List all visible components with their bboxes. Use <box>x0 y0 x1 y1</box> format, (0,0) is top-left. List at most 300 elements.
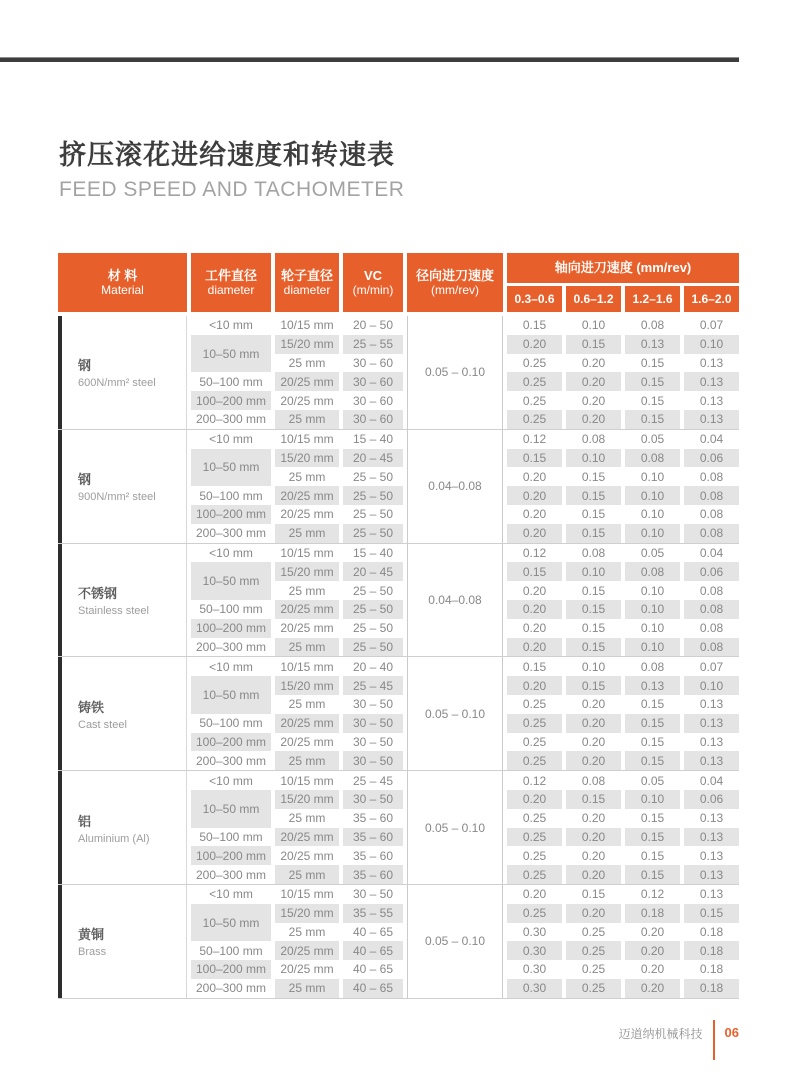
axial-feed-cell: 0.12 <box>522 773 547 788</box>
roller-diameter-cell: 15/20 mm <box>275 676 339 695</box>
axial-feed-cell: 0.08 <box>625 449 680 468</box>
header-material-en: Material <box>101 283 144 298</box>
material-name-en: Stainless steel <box>78 604 149 617</box>
axial-feed-cell: 0.20 <box>640 924 665 939</box>
axial-feed-cell: 0.25 <box>507 865 562 884</box>
workpiece-diameter-cell: <10 mm <box>209 659 253 674</box>
vc-cell: 40 – 65 <box>352 924 394 939</box>
roller-diameter-cell: 15/20 mm <box>275 449 339 468</box>
axial-feed-cell: 0.07 <box>699 659 724 674</box>
workpiece-diameter-cell: 10–50 mm <box>191 790 271 828</box>
header-cell-axial-feed: 轴向进刀速度 (mm/rev) <box>507 253 739 283</box>
axial-feed-cell: 0.06 <box>684 562 739 581</box>
workpiece-diameter-cell: 200–300 mm <box>195 639 267 654</box>
axial-feed-cell: 0.15 <box>522 659 547 674</box>
roller-diameter-cell: 10/15 mm <box>280 887 334 902</box>
roller-diameter-cell: 25 mm <box>275 524 339 543</box>
workpiece-diameter-cell: 10–50 mm <box>191 676 271 714</box>
axial-feed-cell: 0.08 <box>699 621 724 636</box>
workpiece-diameter-cell: 50–100 mm <box>199 943 263 958</box>
roller-diameter-cell: 20/25 mm <box>280 734 334 749</box>
vc-cell: 40 – 65 <box>352 962 394 977</box>
axial-feed-cell: 0.25 <box>507 828 562 847</box>
axial-feed-cell: 0.18 <box>625 904 680 923</box>
material-cell <box>58 657 187 770</box>
vc-cell: 25 – 45 <box>343 676 403 695</box>
axial-feed-cell: 0.12 <box>522 432 547 447</box>
axial-feed-cell: 0.20 <box>522 583 547 598</box>
header-roller-zh: 轮子直径 <box>280 267 333 283</box>
axial-feed-cell: 0.25 <box>522 811 547 826</box>
axial-feed-cell: 0.08 <box>640 659 665 674</box>
axial-feed-cell: 0.15 <box>581 507 606 522</box>
axial-feed-cell: 0.25 <box>581 924 606 939</box>
axial-feed-cell: 0.15 <box>640 355 665 370</box>
roller-diameter-cell: 25 mm <box>275 979 339 998</box>
material-group <box>58 771 739 884</box>
material-group <box>58 544 739 657</box>
axial-feed-cell: 0.13 <box>684 372 739 391</box>
workpiece-diameter-cell: 50–100 mm <box>199 602 263 617</box>
roller-diameter-cell: 10/15 mm <box>280 545 334 560</box>
axial-feed-cell: 0.25 <box>507 751 562 770</box>
axial-feed-cell: 0.08 <box>640 318 665 333</box>
vc-cell: 35 – 60 <box>343 828 403 847</box>
roller-diameter-cell: 20/25 mm <box>275 372 339 391</box>
axial-feed-cell: 0.13 <box>699 848 724 863</box>
axial-feed-cell: 0.20 <box>566 714 621 733</box>
vc-cell: 30 – 50 <box>343 714 403 733</box>
axial-feed-cell: 0.08 <box>699 507 724 522</box>
axial-feed-cell: 0.20 <box>507 790 562 809</box>
roller-diameter-cell: 25 mm <box>275 410 339 429</box>
vc-cell: 40 – 65 <box>343 979 403 998</box>
axial-feed-cell: 0.15 <box>581 621 606 636</box>
radial-feed-cell: 0.05 – 0.10 <box>407 657 503 770</box>
axial-feed-cell: 0.04 <box>699 773 724 788</box>
workpiece-diameter-cell: 100–200 mm <box>191 960 271 979</box>
roller-diameter-cell: 10/15 mm <box>280 432 334 447</box>
header-axial-range-1: 0.3–0.6 <box>507 286 562 312</box>
roller-diameter-cell: 15/20 mm <box>275 904 339 923</box>
vc-cell: 25 – 45 <box>352 773 394 788</box>
axial-feed-cell: 0.04 <box>699 545 724 560</box>
roller-diameter-cell: 20/25 mm <box>275 714 339 733</box>
axial-feed-cell: 0.20 <box>507 486 562 505</box>
axial-feed-cell: 0.15 <box>507 562 562 581</box>
table-header <box>58 253 739 312</box>
vc-cell: 25 – 55 <box>343 335 403 354</box>
material-group <box>58 657 739 770</box>
axial-feed-cell: 0.25 <box>522 734 547 749</box>
workpiece-diameter-cell: 10–50 mm <box>191 562 271 600</box>
axial-feed-cell: 0.20 <box>566 904 621 923</box>
axial-feed-cell: 0.05 <box>640 432 665 447</box>
axial-feed-cell: 0.08 <box>581 432 606 447</box>
axial-feed-cell: 0.18 <box>684 941 739 960</box>
axial-feed-cell: 0.15 <box>566 335 621 354</box>
workpiece-diameter-cell: <10 mm <box>209 545 253 560</box>
top-rule <box>0 57 739 62</box>
axial-feed-cell: 0.13 <box>699 393 724 408</box>
workpiece-diameter-cell: 50–100 mm <box>199 374 263 389</box>
axial-feed-cell: 0.15 <box>581 469 606 484</box>
roller-diameter-cell: 10/15 mm <box>280 773 334 788</box>
roller-diameter-cell: 25 mm <box>275 751 339 770</box>
axial-feed-cell: 0.08 <box>684 638 739 657</box>
axial-feed-cell: 0.10 <box>625 638 680 657</box>
vc-cell: 30 – 60 <box>352 355 394 370</box>
roller-diameter-cell: 25 mm <box>288 924 326 939</box>
axial-feed-cell: 0.20 <box>581 355 606 370</box>
vc-cell: 30 – 50 <box>343 790 403 809</box>
material-cell <box>58 544 187 657</box>
axial-feed-cell: 0.13 <box>699 697 724 712</box>
axial-feed-cell: 0.20 <box>581 734 606 749</box>
axial-feed-cell: 0.30 <box>522 962 547 977</box>
axial-feed-cell: 0.08 <box>699 469 724 484</box>
vc-cell: 30 – 50 <box>352 734 394 749</box>
axial-feed-cell: 0.18 <box>684 979 739 998</box>
axial-feed-cell: 0.13 <box>684 714 739 733</box>
workpiece-diameter-cell: <10 mm <box>209 887 253 902</box>
axial-feed-cell: 0.05 <box>640 545 665 560</box>
axial-feed-cell: 0.18 <box>699 924 724 939</box>
roller-diameter-cell: 20/25 mm <box>280 962 334 977</box>
material-name-en: 600N/mm² steel <box>78 377 156 390</box>
header-workpiece-zh: 工件直径 <box>204 267 257 283</box>
roller-diameter-cell: 20/25 mm <box>280 393 334 408</box>
title-block <box>59 133 404 202</box>
axial-feed-cell: 0.13 <box>625 335 680 354</box>
axial-feed-cell: 0.15 <box>625 751 680 770</box>
axial-feed-cell: 0.10 <box>684 676 739 695</box>
roller-diameter-cell: 20/25 mm <box>280 848 334 863</box>
axial-feed-cell: 0.15 <box>566 486 621 505</box>
workpiece-diameter-cell: 50–100 mm <box>199 488 263 503</box>
roller-diameter-cell: 15/20 mm <box>275 790 339 809</box>
workpiece-diameter-cell: 200–300 mm <box>195 526 267 541</box>
axial-feed-cell: 0.13 <box>684 828 739 847</box>
axial-feed-cell: 0.13 <box>625 676 680 695</box>
roller-diameter-cell: 20/25 mm <box>275 600 339 619</box>
axial-feed-cell: 0.20 <box>507 638 562 657</box>
axial-feed-cell: 0.10 <box>640 507 665 522</box>
material-group <box>58 430 739 543</box>
axial-feed-cell: 0.20 <box>566 410 621 429</box>
roller-diameter-cell: 25 mm <box>288 469 326 484</box>
axial-feed-cell: 0.15 <box>625 714 680 733</box>
axial-feed-cell: 0.12 <box>640 887 665 902</box>
radial-feed-cell: 0.04–0.08 <box>407 430 503 543</box>
material-group <box>58 885 739 998</box>
axial-feed-cell: 0.15 <box>566 600 621 619</box>
radial-feed-cell: 0.04–0.08 <box>407 544 503 657</box>
axial-feed-cell: 0.13 <box>699 734 724 749</box>
material-name-en: Brass <box>78 946 107 959</box>
header-material-zh: 材 料 <box>107 267 138 283</box>
axial-feed-cell: 0.15 <box>640 848 665 863</box>
vc-cell: 35 – 55 <box>343 904 403 923</box>
header-radial-en: (mm/rev) <box>431 283 479 298</box>
axial-feed-cell: 0.30 <box>507 979 562 998</box>
page-footer <box>0 1020 739 1060</box>
axial-feed-cell: 0.10 <box>625 486 680 505</box>
axial-feed-cell: 0.08 <box>684 524 739 543</box>
axial-feed-cell: 0.13 <box>699 887 724 902</box>
workpiece-diameter-cell: <10 mm <box>209 318 253 333</box>
material-name-en: 900N/mm² steel <box>78 491 156 504</box>
roller-diameter-cell: 25 mm <box>288 697 326 712</box>
vc-cell: 15 – 40 <box>352 432 394 447</box>
axial-feed-cell: 0.15 <box>640 811 665 826</box>
vc-cell: 25 – 50 <box>343 524 403 543</box>
roller-diameter-cell: 20/25 mm <box>275 486 339 505</box>
roller-diameter-cell: 25 mm <box>288 355 326 370</box>
vc-cell: 25 – 50 <box>343 600 403 619</box>
header-cell-roller-diameter <box>275 253 339 312</box>
header-cell-workpiece-diameter <box>191 253 271 312</box>
axial-feed-cell: 0.20 <box>581 697 606 712</box>
axial-feed-cell: 0.20 <box>522 621 547 636</box>
axial-feed-cell: 0.15 <box>566 676 621 695</box>
axial-feed-cell: 0.15 <box>684 904 739 923</box>
roller-diameter-cell: 20/25 mm <box>280 621 334 636</box>
page-number: 06 <box>724 1025 739 1040</box>
axial-feed-cell: 0.20 <box>566 865 621 884</box>
vc-cell: 40 – 65 <box>343 941 403 960</box>
axial-feed-cell: 0.08 <box>581 773 606 788</box>
axial-feed-cell: 0.12 <box>522 545 547 560</box>
group-separator <box>58 998 739 999</box>
vc-cell: 25 – 50 <box>352 621 394 636</box>
axial-feed-cell: 0.08 <box>699 583 724 598</box>
axial-feed-cell: 0.06 <box>684 790 739 809</box>
header-vc-zh: VC <box>363 267 383 283</box>
material-name-en: Aluminium (Al) <box>78 832 150 845</box>
axial-feed-cell: 0.15 <box>566 524 621 543</box>
workpiece-diameter-cell: 200–300 mm <box>195 867 267 882</box>
page-title: 挤压滚花进给速度和转速表 <box>59 140 395 170</box>
axial-feed-cell: 0.20 <box>640 962 665 977</box>
roller-diameter-cell: 20/25 mm <box>280 507 334 522</box>
axial-feed-cell: 0.20 <box>566 828 621 847</box>
axial-feed-cell: 0.15 <box>507 449 562 468</box>
axial-feed-cell: 0.08 <box>684 600 739 619</box>
workpiece-diameter-cell: 100–200 mm <box>191 391 271 410</box>
axial-feed-cell: 0.20 <box>581 811 606 826</box>
roller-diameter-cell: 15/20 mm <box>275 335 339 354</box>
axial-feed-cell: 0.25 <box>522 355 547 370</box>
axial-feed-cell: 0.25 <box>581 962 606 977</box>
roller-diameter-cell: 15/20 mm <box>275 562 339 581</box>
workpiece-diameter-cell: 10–50 mm <box>191 449 271 487</box>
axial-feed-cell: 0.18 <box>699 962 724 977</box>
axial-feed-cell: 0.10 <box>581 659 606 674</box>
header-vc-en: (m/min) <box>352 283 394 298</box>
material-name-en: Cast steel <box>78 718 127 731</box>
vc-cell: 30 – 50 <box>352 887 394 902</box>
vc-cell: 25 – 50 <box>352 469 394 484</box>
footer-company-name: 迈道纳机械科技 <box>618 1027 703 1041</box>
material-cell <box>58 885 187 998</box>
vc-cell: 25 – 50 <box>343 638 403 657</box>
axial-feed-cell: 0.15 <box>625 865 680 884</box>
vc-cell: 25 – 50 <box>352 507 394 522</box>
material-cell <box>58 771 187 884</box>
axial-feed-cell: 0.20 <box>566 751 621 770</box>
vc-cell: 35 – 60 <box>352 811 394 826</box>
axial-feed-cell: 0.15 <box>625 828 680 847</box>
axial-feed-cell: 0.20 <box>507 524 562 543</box>
axial-feed-cell: 0.30 <box>507 941 562 960</box>
workpiece-diameter-cell: 50–100 mm <box>199 716 263 731</box>
vc-cell: 30 – 60 <box>343 372 403 391</box>
header-axial-range-4: 1.6–2.0 <box>684 286 739 312</box>
workpiece-diameter-cell: <10 mm <box>209 773 253 788</box>
roller-diameter-cell: 25 mm <box>288 811 326 826</box>
axial-feed-cell: 0.10 <box>625 600 680 619</box>
axial-feed-cell: 0.07 <box>699 318 724 333</box>
axial-feed-cell: 0.04 <box>699 432 724 447</box>
axial-feed-cell: 0.25 <box>507 410 562 429</box>
axial-feed-cell: 0.10 <box>625 790 680 809</box>
material-name-zh: 不锈钢 <box>78 585 118 601</box>
axial-feed-cell: 0.20 <box>581 393 606 408</box>
workpiece-diameter-cell: 100–200 mm <box>191 733 271 752</box>
workpiece-diameter-cell: 200–300 mm <box>195 753 267 768</box>
vc-cell: 35 – 60 <box>352 848 394 863</box>
header-cell-material <box>58 253 187 312</box>
axial-feed-cell: 0.20 <box>507 600 562 619</box>
axial-feed-cell: 0.08 <box>581 545 606 560</box>
axial-feed-cell: 0.20 <box>581 848 606 863</box>
axial-feed-cell: 0.13 <box>684 865 739 884</box>
vc-cell: 15 – 40 <box>352 545 394 560</box>
workpiece-diameter-cell: 100–200 mm <box>191 846 271 865</box>
roller-diameter-cell: 10/15 mm <box>280 659 334 674</box>
axial-feed-cell: 0.25 <box>507 904 562 923</box>
workpiece-diameter-cell: 100–200 mm <box>191 619 271 638</box>
header-cell-radial-feed <box>407 253 503 312</box>
axial-feed-cell: 0.10 <box>566 562 621 581</box>
vc-cell: 30 – 60 <box>343 410 403 429</box>
vc-cell: 30 – 60 <box>352 393 394 408</box>
material-name-zh: 钢 <box>78 472 92 488</box>
workpiece-diameter-cell: 10–50 mm <box>191 335 271 373</box>
material-cell <box>58 316 187 429</box>
header-workpiece-en: diameter <box>207 283 255 298</box>
material-name-zh: 黄铜 <box>78 927 105 943</box>
axial-feed-cell: 0.20 <box>625 941 680 960</box>
axial-feed-cell: 0.15 <box>522 318 547 333</box>
vc-cell: 20 – 45 <box>343 562 403 581</box>
axial-feed-cell: 0.06 <box>684 449 739 468</box>
roller-diameter-cell: 20/25 mm <box>275 828 339 847</box>
roller-diameter-cell: 25 mm <box>275 638 339 657</box>
axial-feed-cell: 0.10 <box>625 524 680 543</box>
axial-feed-cell: 0.10 <box>640 469 665 484</box>
axial-feed-cell: 0.15 <box>625 410 680 429</box>
axial-feed-cell: 0.15 <box>581 887 606 902</box>
workpiece-diameter-cell: 200–300 mm <box>195 981 267 996</box>
axial-feed-cell: 0.20 <box>522 507 547 522</box>
axial-feed-cell: 0.30 <box>522 924 547 939</box>
axial-feed-cell: 0.20 <box>507 335 562 354</box>
axial-feed-cell: 0.20 <box>522 887 547 902</box>
axial-feed-cell: 0.25 <box>566 941 621 960</box>
axial-feed-cell: 0.10 <box>640 621 665 636</box>
axial-feed-cell: 0.08 <box>625 562 680 581</box>
axial-feed-cell: 0.15 <box>581 583 606 598</box>
workpiece-diameter-cell: 10–50 mm <box>191 904 271 942</box>
axial-feed-cell: 0.10 <box>640 583 665 598</box>
radial-feed-cell: 0.05 – 0.10 <box>407 771 503 884</box>
vc-cell: 35 – 60 <box>343 865 403 884</box>
axial-feed-cell: 0.20 <box>566 372 621 391</box>
axial-feed-cell: 0.13 <box>699 811 724 826</box>
vc-cell: 30 – 50 <box>352 697 394 712</box>
roller-diameter-cell: 10/15 mm <box>280 318 334 333</box>
vc-cell: 25 – 50 <box>352 583 394 598</box>
axial-feed-cell: 0.25 <box>522 697 547 712</box>
axial-feed-cell: 0.15 <box>625 372 680 391</box>
axial-feed-cell: 0.20 <box>625 979 680 998</box>
header-axial-range-2: 0.6–1.2 <box>566 286 621 312</box>
page-subtitle: FEED SPEED AND TACHOMETER <box>59 178 405 201</box>
axial-feed-cell: 0.20 <box>522 469 547 484</box>
axial-feed-cell: 0.15 <box>640 393 665 408</box>
table-body <box>58 316 739 999</box>
footer-divider <box>713 1020 715 1060</box>
workpiece-diameter-cell: 200–300 mm <box>195 412 267 427</box>
material-name-zh: 铝 <box>78 813 92 829</box>
vc-cell: 20 – 50 <box>352 318 394 333</box>
feed-speed-table <box>58 253 739 999</box>
header-roller-en: diameter <box>283 283 331 298</box>
axial-feed-cell: 0.25 <box>522 848 547 863</box>
axial-feed-cell: 0.25 <box>507 372 562 391</box>
axial-feed-cell: 0.13 <box>684 751 739 770</box>
vc-cell: 20 – 45 <box>343 449 403 468</box>
radial-feed-cell: 0.05 – 0.10 <box>407 316 503 429</box>
workpiece-diameter-cell: 50–100 mm <box>199 829 263 844</box>
axial-feed-cell: 0.15 <box>640 697 665 712</box>
roller-diameter-cell: 20/25 mm <box>275 941 339 960</box>
axial-feed-cell: 0.25 <box>522 393 547 408</box>
vc-cell: 20 – 40 <box>352 659 394 674</box>
axial-feed-cell: 0.13 <box>699 355 724 370</box>
axial-feed-cell: 0.10 <box>581 318 606 333</box>
vc-cell: 30 – 50 <box>343 751 403 770</box>
roller-diameter-cell: 25 mm <box>275 865 339 884</box>
header-axial-range-3: 1.2–1.6 <box>625 286 680 312</box>
axial-feed-cell: 0.15 <box>640 734 665 749</box>
header-radial-zh: 径向进刀速度 <box>415 267 494 283</box>
axial-feed-cell: 0.20 <box>507 676 562 695</box>
workpiece-diameter-cell: <10 mm <box>209 432 253 447</box>
axial-feed-cell: 0.15 <box>566 790 621 809</box>
header-cell-vc <box>343 253 403 312</box>
workpiece-diameter-cell: 100–200 mm <box>191 505 271 524</box>
roller-diameter-cell: 25 mm <box>288 583 326 598</box>
axial-feed-cell: 0.05 <box>640 773 665 788</box>
axial-feed-cell: 0.13 <box>684 410 739 429</box>
axial-feed-cell: 0.08 <box>684 486 739 505</box>
material-group <box>58 316 739 429</box>
axial-feed-cell: 0.15 <box>566 638 621 657</box>
material-cell <box>58 430 187 543</box>
